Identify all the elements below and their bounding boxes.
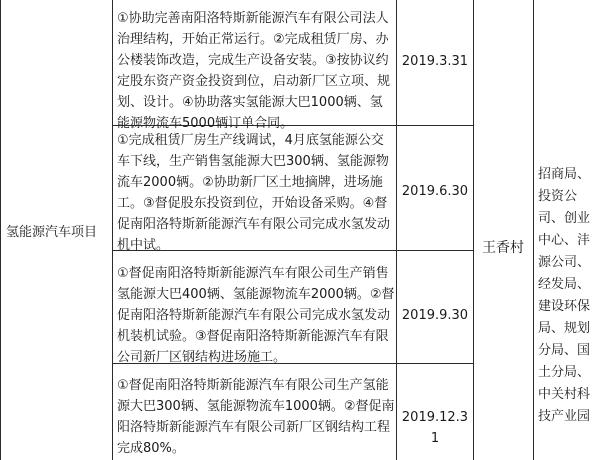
responsible-units-cell: 招商局、投资公司、创业中心、沣源公司、经发局、建设环保局、规划分局、国土分局、中关村科技产业园 (538, 167, 591, 424)
task-content-row-2: ①完成租赁厂房生产线调试，4月底氢能源公交车下线，生产销售氢能源大巴300辆、氢能源物流车2000辆。②协助新厂区土地摘牌，进场施工。③督促股东投资到位，开始设备采购。④督促南阳洛特斯新能源汽车有限公司完成水氢发动机中试。 (117, 133, 391, 253)
task-content-row-4: ①督促南阳洛特斯新能源汽车有限公司生产氢能源大巴300辆、氢能源物流车1000辆。②督促南阳洛特斯新能源汽车有限公司新厂区钢结构工程完成80%。 (117, 378, 395, 456)
task-content-row-1: ①协助完善南阳洛特斯新能源汽车有限公司法人治理结构，开始正常运行。②完成租赁厂房、办公楼装饰改造，完成生产设备安装。③按协议约定股东资产资金投资到位，启动新厂区立项、规划、设计。④协助落实氢能源大巴1000辆、氢能源物流车5000辆订单合同。 (117, 11, 391, 131)
task-deadline-row-3: 2019.9.30 (401, 308, 469, 323)
task-deadline-row-1: 2019.3.31 (401, 54, 469, 69)
table-divider-person (533, 0, 534, 460)
table-divider-date (473, 0, 474, 460)
task-deadline-row-2: 2019.6.30 (401, 184, 469, 199)
table-border-left (0, 0, 1, 460)
task-content-row-3: ①督促南阳洛特斯新能源汽车有限公司生产销售氢能源大巴400辆、氢能源物流车2000辆。②督促南阳洛特斯新能源汽车有限公司完成水氢发动机装机试验。③督促南阳洛特斯新能源汽车有限公司新厂区钢结构进场施工。 (117, 266, 395, 365)
table-divider-content (396, 0, 397, 460)
table-divider-project (112, 0, 113, 460)
project-name-cell: 氢能源汽车项目 (6, 225, 98, 240)
responsible-person-cell: 王香村 (482, 240, 524, 256)
task-deadline-row-4: 2019.12.31 (401, 410, 469, 446)
